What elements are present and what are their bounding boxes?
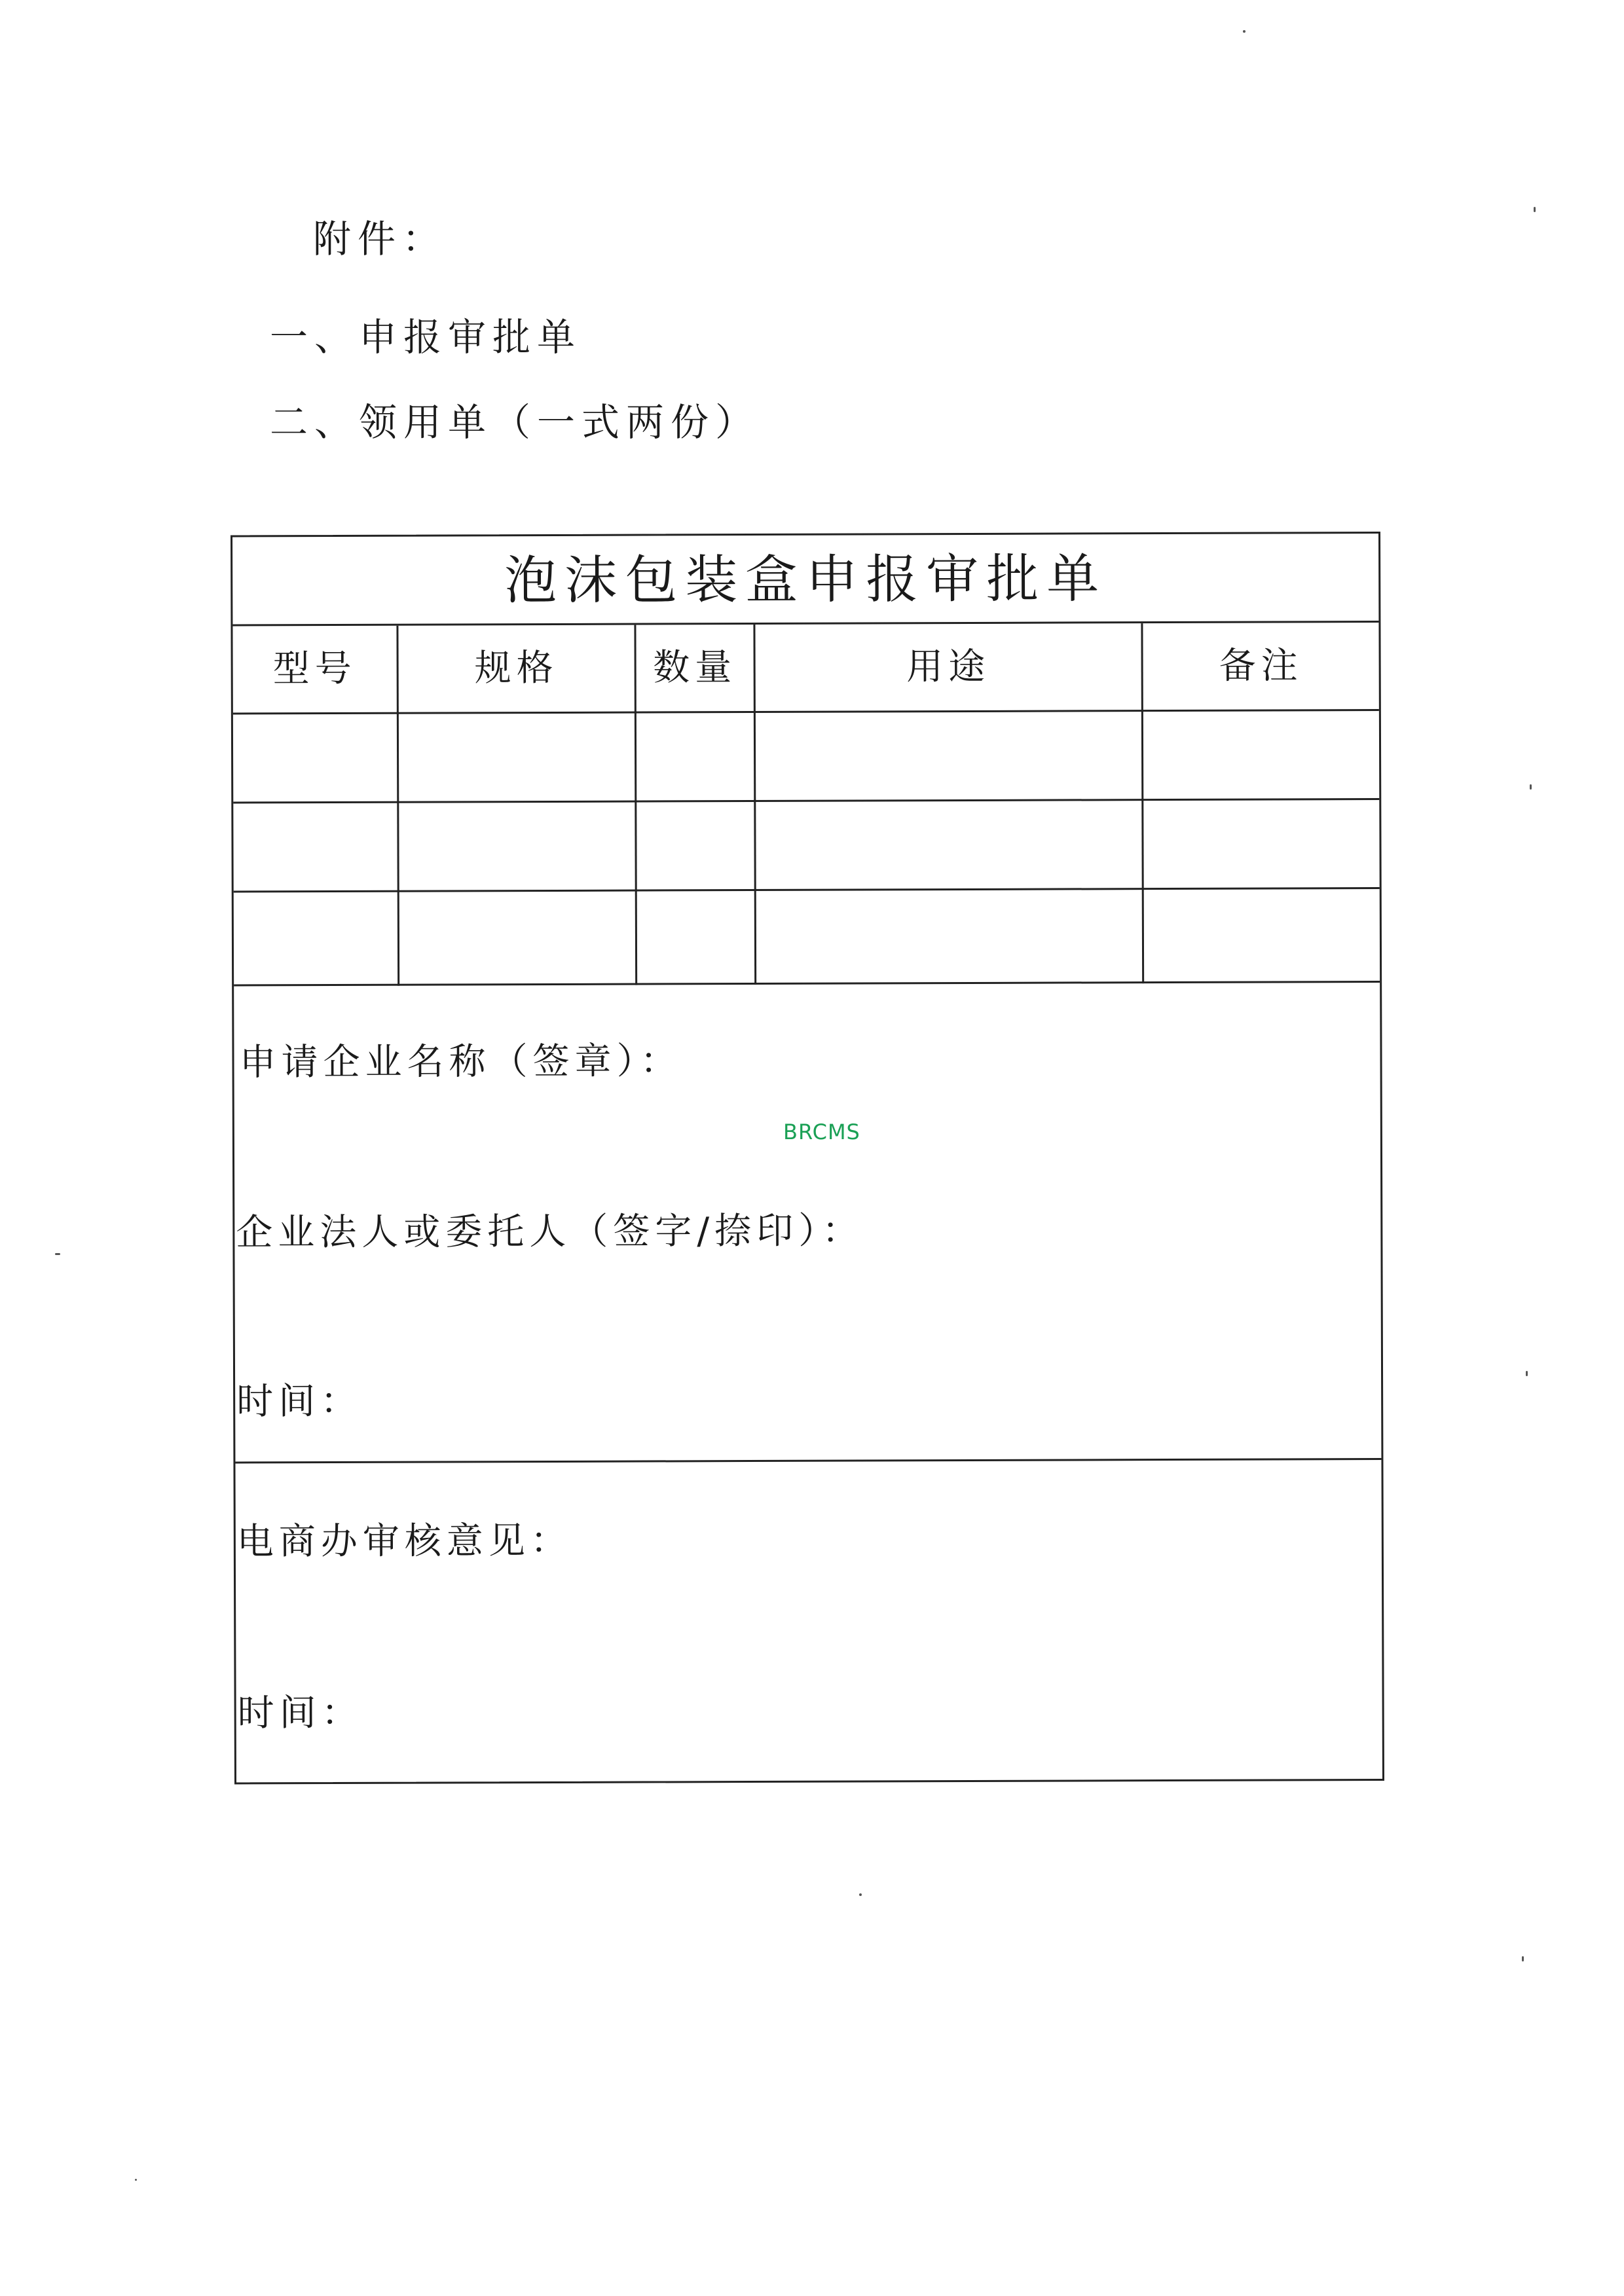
table-cell[interactable] [1143,800,1379,888]
table-cell[interactable] [399,803,635,890]
table-cell[interactable] [756,712,1141,800]
applicant-company-label: 申请企业名称（签章）： [239,1040,682,1084]
column-header-remarks: 备注 [1219,644,1303,687]
attachment-item-2: 二、领用单（一式两份） [270,400,760,445]
section-divider [235,1458,1381,1463]
items-table [232,623,1380,986]
time-label-2: 时间： [237,1691,363,1735]
table-cell[interactable] [1144,889,1380,981]
form-title: 泡沫包装盒申报审批单 [232,534,1378,626]
scan-speck [1530,784,1532,790]
attachments-label: 附件： [313,217,447,261]
scan-speck [135,2179,137,2181]
scan-speck [1522,1956,1524,1961]
table-cell[interactable] [233,714,397,802]
column-header-model: 型号 [272,647,357,691]
table-cell[interactable] [233,803,397,891]
attachment-item-1: 一、申报审批单 [270,315,582,359]
table-cell[interactable] [234,892,397,985]
table-cell[interactable] [637,891,754,983]
table-cell[interactable] [756,890,1142,983]
scan-speck [55,1253,60,1255]
scan-speck [1534,207,1536,212]
legal-person-label: 企业法人或委托人（签字/捺印）： [236,1209,864,1254]
office-opinion-label: 电商办审核意见： [236,1519,572,1563]
column-header-purpose: 用途 [906,645,991,689]
table-cell[interactable] [637,713,754,801]
table-cell[interactable] [399,714,635,801]
table-cell[interactable] [756,801,1141,889]
time-label-1: 时间： [236,1379,363,1423]
table-cell[interactable] [1143,711,1379,799]
approval-form [231,532,1384,1785]
column-header-quantity: 数量 [653,646,737,689]
scan-speck [1526,1371,1528,1376]
scan-speck [859,1893,862,1896]
column-header-spec: 规格 [474,646,559,690]
table-cell[interactable] [399,892,635,984]
watermark-text: BRCMS [783,1120,860,1144]
table-cell[interactable] [637,802,754,890]
scan-speck [1243,30,1246,33]
